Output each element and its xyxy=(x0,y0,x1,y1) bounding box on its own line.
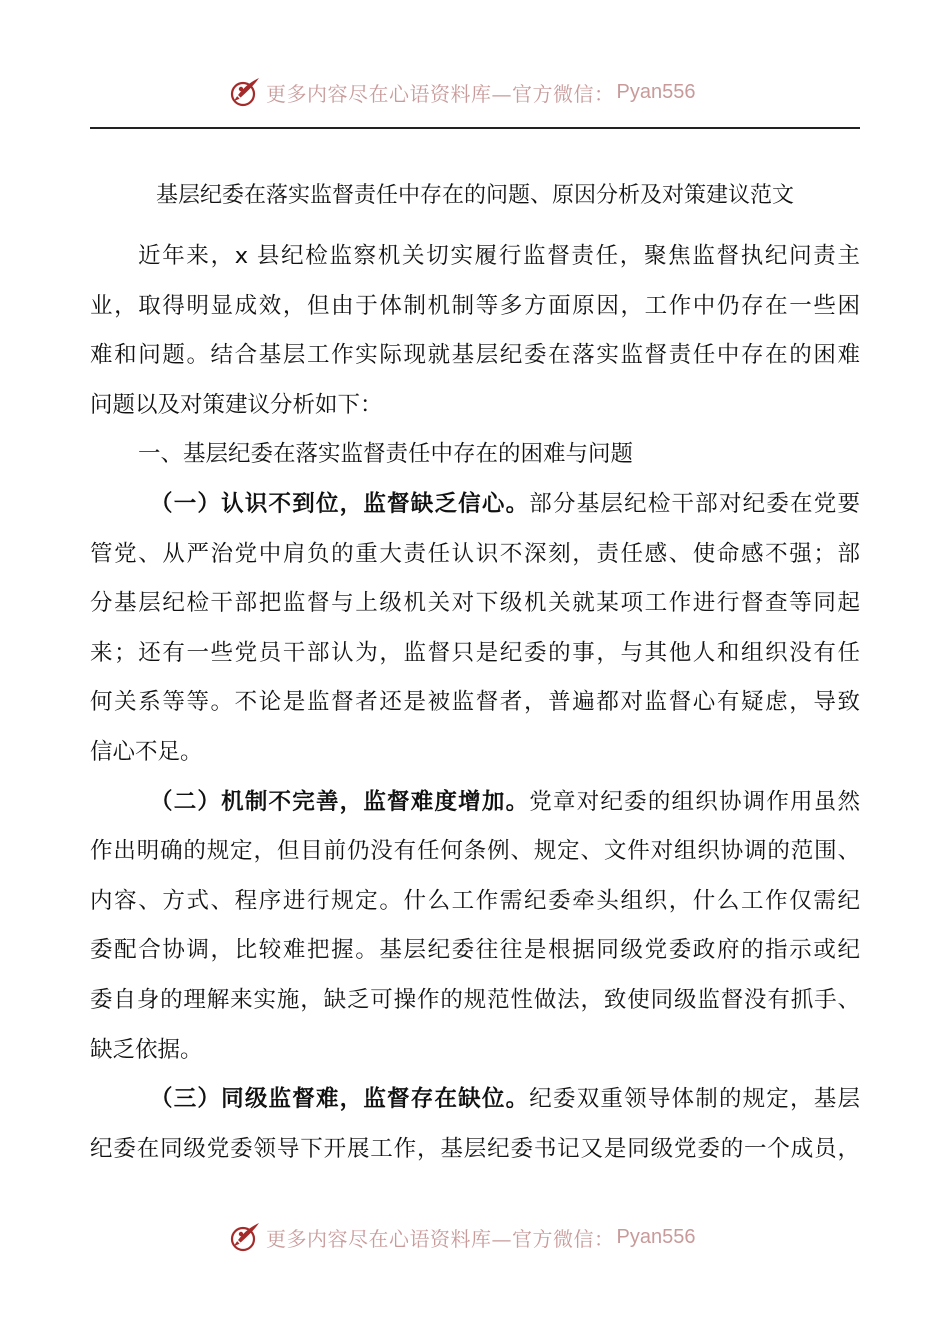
section-lead-bold: （二）机制不完善，监督难度增加。 xyxy=(150,788,530,815)
section-lead-text: 党章对纪委的组织协调作用虽然 xyxy=(529,788,860,815)
section-lead-line xyxy=(90,480,860,530)
section-lead-bold: （一）认识不到位，监督缺乏信心。 xyxy=(150,490,530,517)
section-lead-line xyxy=(90,778,860,828)
document-title: 基层纪委在落实监督责任中存在的问题、原因分析及对策建议范文 xyxy=(155,183,794,208)
header-banner-text: 更多内容尽在心语资料库—官方微信： xyxy=(266,81,615,106)
paragraph-line: 分基层纪检干部把监督与上级机关对下级机关就某项工作进行督查等同起 xyxy=(90,590,860,617)
paragraph-line: 内容、方式、程序进行规定。什么工作需纪委牵头组织，什么工作仅需纪 xyxy=(90,887,860,914)
footer-banner-wechat-id: Pyan556 xyxy=(616,1225,696,1248)
section-lead-bold: （三）同级监督难，监督存在缺位。 xyxy=(150,1086,530,1113)
paragraph-line: 何关系等等。不论是监督者还是被监督者，普遍都对监督心有疑虑，导致 xyxy=(90,689,860,716)
paragraph-line: 业，取得明显成效，但由于体制机制等多方面原因，工作中仍存在一些困 xyxy=(90,292,860,319)
paragraph-line: 管党、从严治党中肩负的重大责任认识不深刻，责任感、使命感不强；部 xyxy=(90,540,860,567)
paragraph-line: 作出明确的规定，但目前仍没有任何条例、规定、文件对组织协调的范围、 xyxy=(90,838,860,865)
paragraph-line: 难和问题。结合基层工作实际现就基层纪委在落实监督责任中存在的困难 xyxy=(90,342,860,369)
footer-banner-text: 更多内容尽在心语资料库—官方微信： xyxy=(266,1226,615,1251)
section-lead-text: 部分基层纪检干部对纪委在党要 xyxy=(529,490,860,517)
paragraph-line: 问题以及对策建议分析如下： xyxy=(90,391,383,418)
header-banner xyxy=(0,72,950,112)
section-lead-line xyxy=(90,1075,860,1125)
document-body xyxy=(90,232,860,1174)
section-heading: 一、基层纪委在落实监督责任中存在的困难与问题 xyxy=(138,441,634,468)
paragraph-line: 近年来，x 县纪检监察机关切实履行监督责任，聚焦监督执纪问责主 xyxy=(138,243,860,269)
paragraph-line: 信心不足。 xyxy=(90,738,203,765)
paragraph-line: 来；还有一些党员干部认为，监督只是纪委的事，与其他人和组织没有任 xyxy=(90,639,860,666)
paragraph-line: 缺乏依据。 xyxy=(90,1036,203,1063)
section-lead-text: 纪委双重领导体制的规定，基层 xyxy=(529,1086,860,1113)
paragraph-line: 委配合协调，比较难把握。基层纪委往往是根据同级党委政府的指示或纪 xyxy=(90,937,860,964)
quill-logo-icon xyxy=(228,75,262,109)
quill-logo-icon xyxy=(228,1220,262,1254)
header-divider xyxy=(90,127,860,129)
header-banner-wechat-id: Pyan556 xyxy=(616,80,696,103)
footer-banner xyxy=(0,1217,950,1257)
paragraph-line: 纪委在同级党委领导下开展工作，基层纪委书记又是同级党委的一个成员， xyxy=(90,1135,860,1162)
paragraph-line: 委自身的理解来实施，缺乏可操作的规范性做法，致使同级监督没有抓手、 xyxy=(90,986,860,1013)
